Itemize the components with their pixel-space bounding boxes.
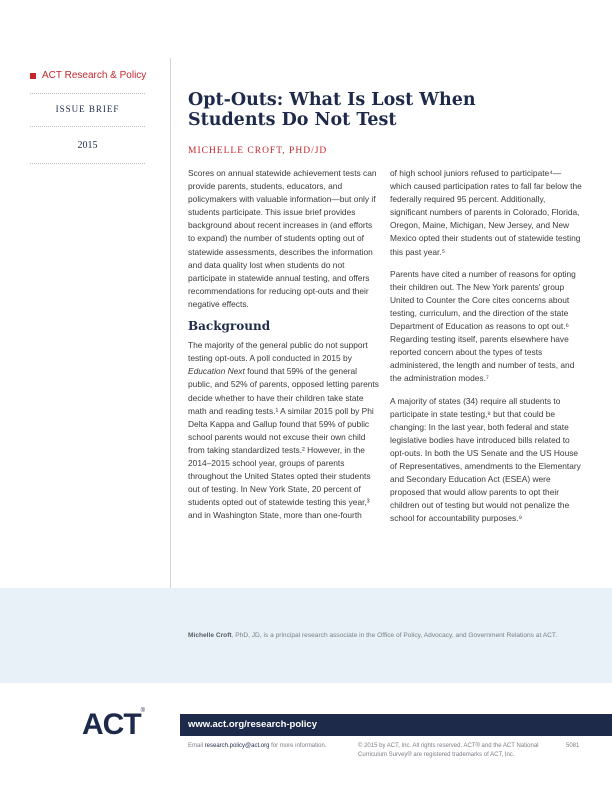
email-prefix: Email [188,743,205,749]
author-bio [188,632,598,639]
page-title [188,90,518,130]
intro-paragraph: Scores on annual statewide achievement tests can provide parents, students, educators, and policymakers with valuable information—but only if students participate. This issue brief provides background about recent increases in (and efforts to expand) the number of students opting out of statewide assessments, describes the information and data quality lost when students do not participate in statewide annual testing, and offers recommendations for reducing opt-outs and their negative effects. [188,168,377,309]
body-paragraph: A majority of states (34) require all students to participate in state testing,⁸ but that could be changing: In the last year, both federal and state legislative bodies have introduced bills related to opt-outs. In both the US Senate and the US House of Representatives, amendments to the Elementary and Secondary Education Act (ESEA) were proposed that would allow parents to opt their children out of testing but would not penalize the school for accountability purposes.⁹ [390,395,581,524]
footer-email-note [188,742,327,751]
brand-square-icon [30,73,36,79]
column-left [188,167,380,531]
bg-text-b: found that 59% of the general public, and 52% of parents, opposed letting parents decide whether to have their children take state math and reading tests.¹ A similar 2015 poll by Phi Delta Kappa and Gallup found that 59% of public school parents would not excuse their own child from taking standardized tests.² However, in the 2014–2015 school year, groups of parents throughout the United States opted their students out of testing. In New York State, 20 percent of students opted out of statewide testing this year,³ and in Washington State, more than one-fourth [188,366,379,521]
publication-name: Education Next [188,366,245,377]
brand-text: ACT Research & Policy [42,70,147,81]
logo-registered-mark: ® [140,708,146,714]
copyright-note: © 2015 by ACT, Inc. All rights reserved. ACT® and the ACT National Curriculum Survey® are registered trademarks of ACT, Inc. [358,743,539,758]
title-line-2: Students Do Not Test [188,110,397,130]
bio-text: , PhD, JD, is a principal research associate in the Office of Policy, Advocacy, and Government Relations at ACT. [231,632,558,639]
background-heading: Background [188,319,271,334]
email-suffix: for more information. [269,743,327,749]
email-link[interactable]: research.policy@act.org [204,743,270,749]
bio-name: Michelle Croft [188,632,232,639]
issue-year: 2015 [77,140,98,151]
issue-brief-label: ISSUE BRIEF [55,104,120,114]
document-code: 5081 [566,743,580,749]
body-paragraph: of high school juniors refused to participate⁴—which caused participation rates to fall far below the federally required 95 percent. Additionally, significant numbers of parents in Colorado, Florida, Oregon, Maine, Michigan, New Jersey, and New Mexico opted their students out of statewide testing this past year.⁵ [390,168,582,257]
bg-text-a: The majority of the general public do not support testing opt-outs. A poll conducted in 2015 by [188,340,368,364]
divider [30,126,145,127]
sidebar-divider [170,58,171,588]
logo-text: ACT [82,708,141,741]
body-paragraph: Parents have cited a number of reasons for opting their children out. The New York parents' group United to Counter the Core cites concerns about testing, curriculum, and the direction of the state Department of Education as reasons to opt out.⁶ Regarding testing itself, parents elsewhere have reported concern about the types of tests administered, the length and number of tests, and the administration modes.⁷ [390,268,576,384]
divider [30,163,145,164]
brand-label [30,70,146,81]
column-right [390,167,582,534]
author-byline: MICHELLE CROFT, PHD/JD [188,146,328,156]
act-logo [82,708,145,742]
background-paragraph [188,339,380,522]
website-link[interactable]: www.act.org/research-policy [188,719,317,730]
title-line-1: Opt-Outs: What Is Lost When [188,90,476,110]
divider [30,93,145,94]
